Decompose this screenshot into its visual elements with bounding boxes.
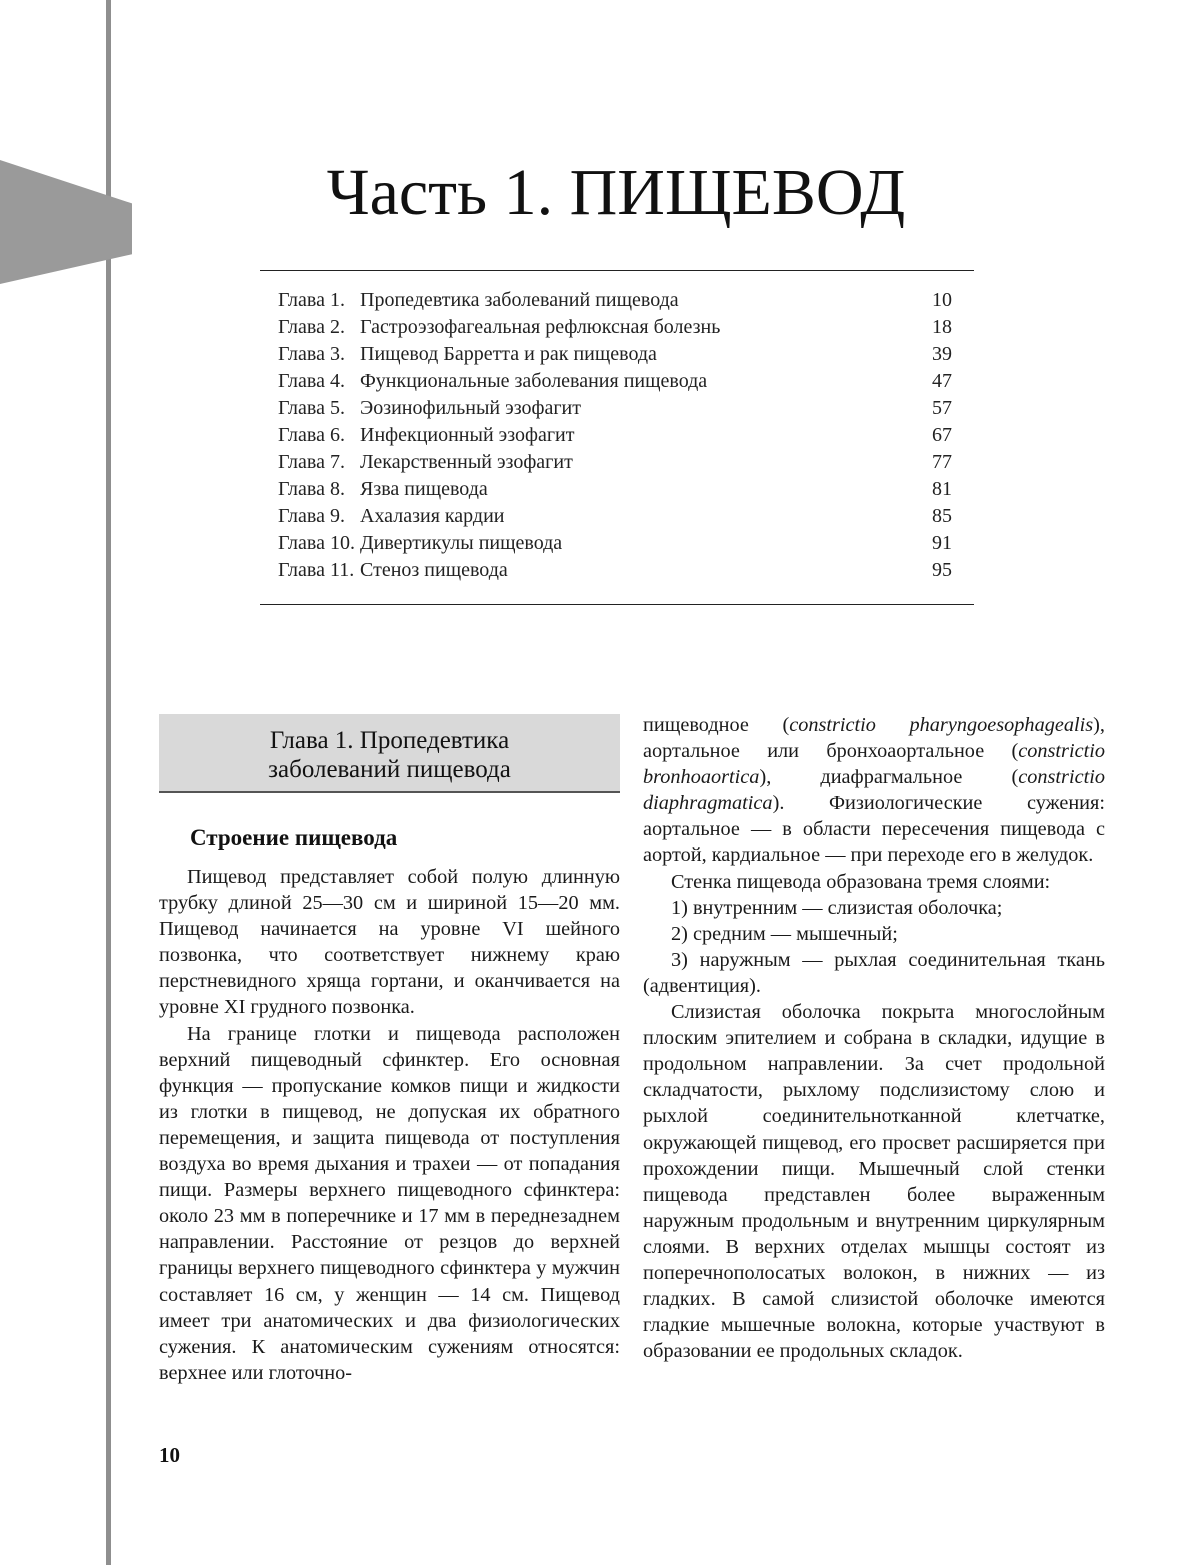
toc-page-number: 77 — [932, 451, 952, 473]
toc-page-number: 10 — [932, 289, 952, 311]
latin-term: constrictio pharyngoesophagealis — [789, 714, 1094, 736]
chapter-heading-line-2: заболеваний пищевода — [268, 756, 511, 783]
toc-entry[interactable] — [278, 314, 952, 341]
list-item: 3) наружным — рыхлая соединительная ткань (адвентиция). — [643, 948, 1105, 997]
toc-page-number: 57 — [932, 397, 952, 419]
body-paragraph: На границе глотки и пищевода расположен верхний пищеводный сфинктер. Его основная функция — пропускание комков пищи и жидкости из глотки в пищевод, не допуская их обратного перемещения, и защита пищевода от поступления воздуха во время дыхания и трахеи — от попадания пищи. Размеры верхнего пищеводного сфинктера: около 23 мм в поперечнике и 17 мм в переднезаднем направлении. Расстояние от резцов до верхней границы верхнего пищеводного сфинктера у мужчин составляет 16 см, у женщин — 14 см. Пищевод имеет три анатомических и два физиологических сужения. К анатомическим сужениям относятся: верхнее или глоточно- — [159, 1022, 620, 1384]
text-run: ), диафрагмальное ( — [759, 766, 1019, 789]
toc-page-number: 81 — [932, 478, 952, 500]
list-item: 2) средним — мышечный; — [671, 922, 898, 945]
toc-chapter-title: Пищевод Барретта и рак пищевода — [360, 343, 657, 365]
toc-chapter-title: Лекарственный эзофагит — [360, 451, 573, 473]
toc-entry[interactable] — [278, 503, 952, 530]
toc-chapter-title: Ахалазия кардии — [360, 505, 505, 527]
toc-chapter-number: Глава 1. — [278, 289, 345, 311]
toc-page-number: 67 — [932, 424, 952, 446]
toc-chapter-number: Глава 8. — [278, 478, 345, 500]
toc-page-number: 47 — [932, 370, 952, 392]
text-run: ). Физиологические сужения: аортальное — в области пересечения пищевода с аортой, кардиальное — при переходе его в желудок. — [643, 792, 1105, 867]
body-paragraph: Слизистая оболочка покрыта многослойным плоским эпителием и собрана в складки, идущие в продольном направлении. За счет продольной складчатости, рыхлому подслизистому слою и рыхлой соединительнотканной клетчатке, окружающей пищевод, его просвет расширяется при прохождении пищи. Мышечный слой стенки пищевода представлен более выраженным наружным продольным и внутренним циркулярным слоями. В верхних отделах мышцы состоят из поперечнополосатых волокон, в нижних — из гладких. В самой слизистой оболочке имеются гладкие мышечные волокна, которые участвуют в образовании ее продольных складок. — [643, 1001, 1105, 1363]
toc-page-number: 85 — [932, 505, 952, 527]
body-paragraph-continuation — [643, 712, 1105, 869]
toc-page-number: 39 — [932, 343, 952, 365]
body-paragraph: Стенка пищевода образована тремя слоями: — [671, 870, 1051, 893]
text-run: пищеводное ( — [643, 714, 790, 736]
body-paragraph: Пищевод представляет собой полую длинную трубку длиной 25—30 см и шириной 15—20 мм. Пищевод начинается на уровне VI шейного позвонка, что соответствует нижнему краю перстневидного хряща гортани, и оканчивается на уровне XI грудного позвонка. — [159, 866, 620, 1019]
toc-entry[interactable] — [278, 476, 952, 503]
toc-entry[interactable] — [278, 395, 952, 422]
toc-chapter-number: Глава 5. — [278, 397, 345, 419]
toc-chapter-number: Глава 11. — [278, 559, 355, 581]
toc-chapter-number: Глава 4. — [278, 370, 345, 392]
chapter-heading-line-1: Глава 1. Пропедевтика — [269, 727, 510, 754]
chapter-heading-box — [159, 714, 620, 793]
toc-chapter-title: Пропедевтика заболеваний пищевода — [360, 289, 679, 311]
toc-chapter-number: Глава 7. — [278, 451, 345, 473]
part-title: Часть 1. ПИЩЕВОД — [326, 156, 906, 229]
toc-chapter-title: Гастроэзофагеальная рефлюксная болезнь — [360, 316, 721, 338]
toc-chapter-number: Глава 6. — [278, 424, 345, 446]
toc-entry[interactable] — [278, 287, 952, 314]
left-column — [159, 864, 620, 1386]
toc-chapter-title: Функциональные заболевания пищевода — [360, 370, 708, 392]
toc-entry[interactable] — [278, 341, 952, 368]
toc-chapter-title: Инфекционный эзофагит — [360, 424, 575, 446]
toc-chapter-number: Глава 10. — [278, 532, 355, 554]
toc-entry[interactable] — [278, 368, 952, 395]
page-number: 10 — [159, 1443, 180, 1467]
toc-chapter-number: Глава 3. — [278, 343, 345, 365]
toc-chapter-number: Глава 9. — [278, 505, 345, 527]
toc-chapter-title: Стеноз пищевода — [360, 559, 508, 581]
toc-entry[interactable] — [278, 557, 952, 584]
toc-chapter-title: Дивертикулы пищевода — [360, 532, 563, 554]
chapter-heading — [159, 714, 620, 784]
toc-chapter-title: Эозинофильный эзофагит — [360, 397, 581, 419]
toc-entry[interactable] — [278, 422, 952, 449]
toc-page-number: 95 — [932, 559, 952, 581]
right-column — [643, 712, 1105, 1364]
toc-page-number: 18 — [932, 316, 952, 338]
section-heading: Строение пищевода — [190, 825, 398, 850]
latin-term: constrictio diaphragmatica — [643, 766, 1105, 815]
latin-term: constrictio bronhoaortica — [643, 740, 1105, 789]
toc-page-number: 91 — [932, 532, 952, 554]
toc-chapter-number: Глава 2. — [278, 316, 345, 338]
list-item: 1) внутренним — слизистая оболочка; — [671, 896, 1003, 919]
toc-entry[interactable] — [278, 530, 952, 557]
toc-entry[interactable] — [278, 449, 952, 476]
table-of-contents — [260, 270, 974, 605]
toc-chapter-title: Язва пищевода — [360, 478, 488, 500]
text-run: ), аортальное или бронхоаортальное ( — [643, 714, 1105, 763]
